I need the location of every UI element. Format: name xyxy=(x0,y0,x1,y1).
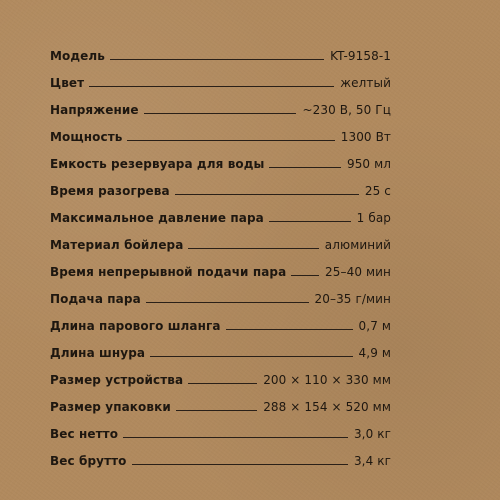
spec-label: Максимальное давление пара xyxy=(50,211,264,225)
spec-value: 4,9 м xyxy=(358,346,391,360)
leader-line xyxy=(175,194,359,195)
leader-line xyxy=(146,302,309,303)
spec-value: 1 бар xyxy=(356,211,391,225)
spec-label: Длина шнура xyxy=(50,346,146,360)
spec-value: 1300 Вт xyxy=(340,130,391,144)
spec-label: Цвет xyxy=(50,76,85,90)
spec-row-color xyxy=(50,63,391,90)
spec-value: 3,4 кг xyxy=(353,454,391,468)
leader-line xyxy=(188,383,257,384)
leader-line xyxy=(110,59,324,60)
spec-value: 3,0 кг xyxy=(353,427,391,441)
spec-value: 25–40 мин xyxy=(325,265,391,279)
leader-line xyxy=(144,113,297,114)
spec-row-device-size xyxy=(50,360,391,387)
spec-row-max-pressure xyxy=(50,198,391,225)
spec-row-hose-length xyxy=(50,306,391,333)
spec-row-power xyxy=(50,117,391,144)
spec-row-steam-output xyxy=(50,279,391,306)
spec-label: Материал бойлера xyxy=(50,238,184,252)
spec-value: 200 × 110 × 330 мм xyxy=(263,373,391,387)
spec-value: алюминий xyxy=(324,238,391,252)
spec-label: Вес нетто xyxy=(50,427,119,441)
spec-row-cord-length xyxy=(50,333,391,360)
spec-value: ~230 В, 50 Гц xyxy=(302,103,391,117)
spec-label: Размер устройства xyxy=(50,373,184,387)
leader-line xyxy=(291,275,319,276)
leader-line xyxy=(89,86,334,87)
spec-label: Время непрерывной подачи пара xyxy=(50,265,287,279)
spec-value: 950 мл xyxy=(346,157,391,171)
spec-label: Размер упаковки xyxy=(50,400,171,414)
spec-row-tank-capacity xyxy=(50,144,391,171)
spec-row-package-size xyxy=(50,387,391,414)
spec-value: 0,7 м xyxy=(358,319,391,333)
leader-line xyxy=(226,329,353,330)
spec-label: Напряжение xyxy=(50,103,139,117)
spec-value: желтый xyxy=(340,76,391,90)
spec-row-model xyxy=(50,36,391,63)
leader-line xyxy=(176,410,257,411)
spec-label: Мощность xyxy=(50,130,123,144)
spec-row-gross-weight xyxy=(50,441,391,468)
leader-line xyxy=(132,464,348,465)
leader-line xyxy=(123,437,348,438)
spec-label: Модель xyxy=(50,49,105,63)
leader-line xyxy=(269,167,340,168)
spec-label: Время разогрева xyxy=(50,184,170,198)
leader-line xyxy=(188,248,318,249)
spec-row-net-weight xyxy=(50,414,391,441)
spec-row-voltage xyxy=(50,90,391,117)
spec-label: Емкость резервуара для воды xyxy=(50,157,265,171)
spec-value: 288 × 154 × 520 мм xyxy=(263,400,391,414)
spec-value: 20–35 г/мин xyxy=(314,292,391,306)
spec-value: 25 с xyxy=(364,184,391,198)
spec-row-boiler-material xyxy=(50,225,391,252)
leader-line xyxy=(269,221,351,222)
specification-list xyxy=(50,36,391,468)
leader-line xyxy=(150,356,352,357)
leader-line xyxy=(127,140,334,141)
spec-row-continuous-steam-time xyxy=(50,252,391,279)
spec-label: Вес брутто xyxy=(50,454,127,468)
spec-value: KT-9158-1 xyxy=(330,49,391,63)
spec-label: Длина парового шланга xyxy=(50,319,221,333)
spec-row-heatup-time xyxy=(50,171,391,198)
spec-label: Подача пара xyxy=(50,292,141,306)
